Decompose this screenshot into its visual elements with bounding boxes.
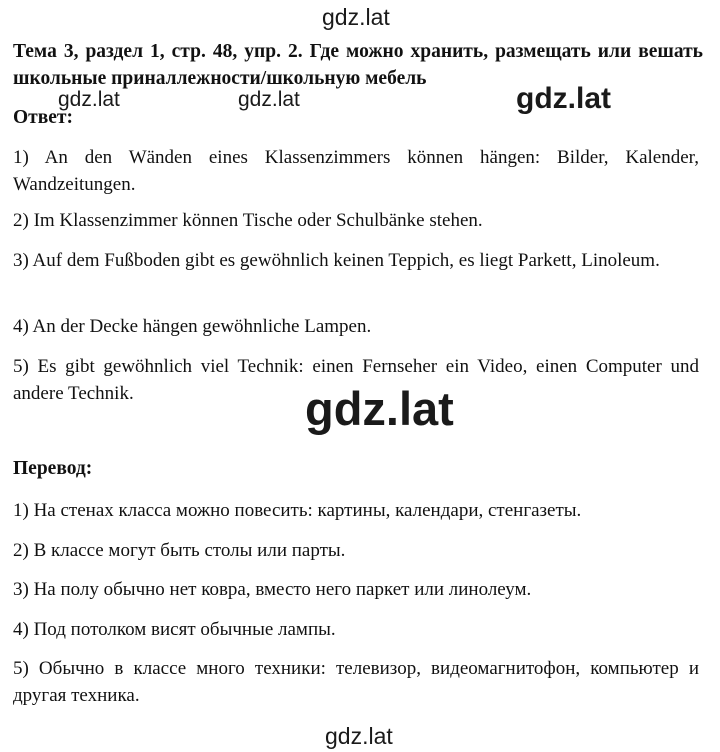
translation-item-2: 2) В классе могут быть столы или парты.: [13, 540, 346, 561]
translation-item-5: 5) Обычно в классе много техники: телевизор, видеомагнитофон, компьютер и другая техника.: [13, 658, 699, 706]
answer-item-4: 4) An der Decke hängen gewöhnliche Lampen.: [13, 316, 372, 337]
answer-item-3: 3) Auf dem Fußboden gibt es gewöhnlich keinen Teppich, es liegt Parkett, Linoleum.: [13, 250, 660, 271]
watermark-top: gdz.lat: [322, 4, 390, 30]
watermark-middle-big: gdz.lat: [305, 382, 454, 435]
answer-label: Ответ:: [13, 107, 74, 128]
watermark-row-right-bold: gdz.lat: [516, 84, 615, 114]
watermark-row-middle: gdz.lat: [238, 88, 300, 111]
answer-item-5: 5) Es gibt gewöhnlich viel Technik: einen Fernseher ein Video, einen Computer und andere Technik.: [13, 356, 699, 404]
translation-item-3: 3) На полу обычно нет ковра, вместо него паркет или линолеум.: [13, 579, 532, 600]
translation-item-4: 4) Под потолком висят обычные лампы.: [13, 619, 336, 640]
exercise-heading: Тема 3, раздел 1, стр. 48, упр. 2. Где можно хранить, размещать или вешать школьные приналлежности/школьную мебель: [13, 41, 703, 89]
translation-item-1: 1) На стенах класса можно повесить: картины, календари, стенгазеты.: [13, 500, 582, 521]
watermark-row-left: gdz.lat: [58, 88, 120, 111]
answer-item-1: 1) An den Wänden eines Klassenzimmers können hängen: Bilder, Kalender, Wandzeitungen.: [13, 147, 699, 195]
translation-label: Перевод:: [13, 458, 93, 479]
watermark-bottom: gdz.lat: [325, 723, 393, 749]
answer-item-2: 2) Im Klassenzimmer können Tische oder Schulbänke stehen.: [13, 210, 483, 231]
